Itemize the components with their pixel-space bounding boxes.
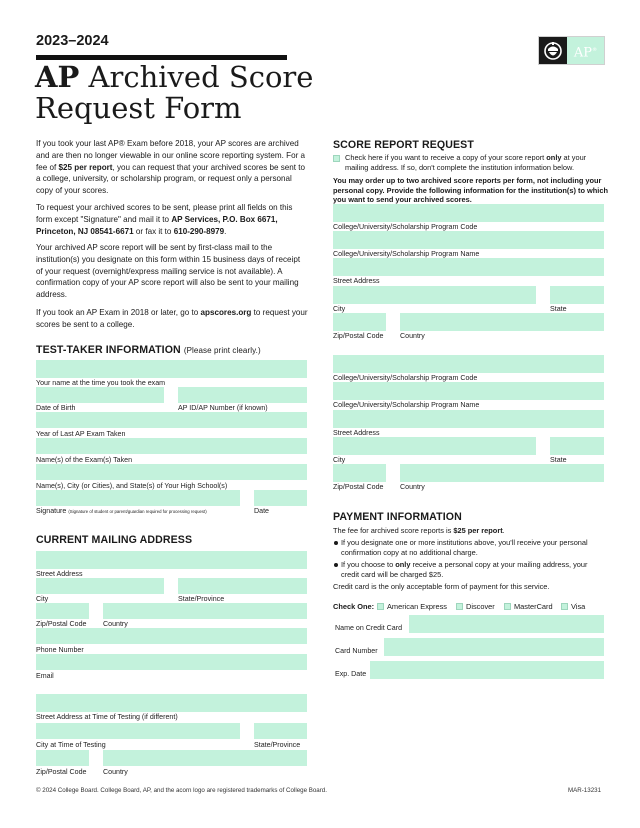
title-line-2: Request Form [35, 91, 242, 125]
street-address-label: Street Address [36, 570, 83, 578]
mastercard-checkbox[interactable] [504, 603, 511, 610]
inst1-name-label: College/University/Scholarship Program Name [333, 250, 480, 258]
mailing-heading: CURRENT MAILING ADDRESS [36, 534, 193, 546]
inst1-name-field[interactable] [333, 231, 604, 249]
discover-checkbox[interactable] [456, 603, 463, 610]
inst2-country-label: Country [400, 483, 425, 491]
date-of-birth-field[interactable] [36, 387, 164, 403]
payment-bullet-1: If you designate one or more institutions above, you'll receive your personal confirmation copy at no additional charge. [341, 538, 588, 557]
signature-note: (Signature of student or parent/guardian required for processing request) [68, 509, 207, 514]
intro-paragraph-1: If you took your last AP® Exam before 2018, your AP scores are archived and are then no longer viewable in our online score reporting system. For a fee of $25 per report, you can request that your archived scores be sent to a college, university, or scholarship program, or request only a personal copy of your scores. [36, 139, 306, 196]
personal-copy-only-text: Check here if you want to receive a copy of your score report only at your mailing address. If so, don't complete the institution information below. [345, 153, 587, 172]
payment-fee-text: The fee for archived score reports is $25 per report. [333, 526, 505, 535]
inst2-code-label: College/University/Scholarship Program Code [333, 374, 478, 382]
signature-field[interactable] [36, 490, 240, 506]
country-label: Country [103, 620, 128, 628]
state-province-label: State/Province [178, 595, 225, 603]
acorn-icon [539, 37, 567, 64]
page-title [35, 62, 313, 124]
testing-zip-label: Zip/Postal Code [36, 768, 87, 776]
inst2-zip-field[interactable] [333, 464, 386, 482]
inst1-code-field[interactable] [333, 204, 604, 222]
high-school-field[interactable] [36, 464, 307, 480]
name-on-card-field[interactable] [409, 615, 604, 633]
date-label: Date [254, 507, 269, 515]
high-school-label: Name(s), City (or Cities), and State(s) of Your High School(s) [36, 482, 228, 490]
test-taker-heading: TEST-TAKER INFORMATION (Please print clearly.) [36, 344, 261, 356]
testing-country-label: Country [103, 768, 128, 776]
name-on-card-label: Name on Credit Card [335, 624, 403, 632]
city-label: City [36, 595, 49, 603]
inst2-street-field[interactable] [333, 410, 604, 428]
college-board-logo [538, 36, 605, 65]
state-province-field[interactable] [178, 578, 307, 594]
payment-bullet-2: If you choose to only receive a personal copy at your mailing address, your credit card will be charged $25. [341, 560, 588, 579]
intro-paragraph-3: Your archived AP score report will be sent by first-class mail to the institution(s) you designate on this form within 15 business days of receipt of your request (overnight/express mailing service is not available). A confirmation copy of your AP score report will also be sent to your mailing address. [36, 243, 301, 300]
inst1-country-label: Country [400, 332, 425, 340]
name-at-exam-label: Your name at the time you took the exam [36, 379, 166, 387]
date-of-birth-label: Date of Birth [36, 404, 76, 412]
year-last-exam-label: Year of Last AP Exam Taken [36, 430, 126, 438]
inst2-code-field[interactable] [333, 355, 604, 373]
exp-date-label: Exp. Date [335, 670, 367, 678]
email-label: Email [36, 672, 54, 680]
title-rest: Archived Score [88, 60, 314, 94]
inst1-street-label: Street Address [333, 277, 380, 285]
phone-field[interactable] [36, 628, 307, 644]
country-field[interactable] [103, 603, 307, 619]
phone-label: Phone Number [36, 646, 84, 654]
signature-label: Signature (Signature of student or parent/guardian required for processing request) [36, 507, 207, 515]
inst1-zip-label: Zip/Postal Code [333, 332, 384, 340]
testing-street-label: Street Address at Time of Testing (if different) [36, 713, 178, 721]
amex-checkbox[interactable] [377, 603, 384, 610]
inst1-code-label: College/University/Scholarship Program Code [333, 223, 478, 231]
mastercard-label: MasterCard [514, 602, 553, 611]
year-last-exam-field[interactable] [36, 412, 307, 428]
ap-logo-text: AP [573, 45, 593, 61]
inst2-city-label: City [333, 456, 346, 464]
inst1-state-field[interactable] [550, 286, 604, 304]
intro-paragraph-2: To request your archived scores to be sent, please print all fields on this form except "Signature" and mail it to AP Services, P.O. Box 6671, Princeton, NJ 08541-6671 or fax it to 610-290-8979. [36, 203, 293, 236]
testing-state-field[interactable] [254, 723, 307, 739]
inst2-street-label: Street Address [333, 429, 380, 437]
bullet-2-icon [334, 563, 338, 567]
inst1-city-label: City [333, 305, 346, 313]
exp-date-field[interactable] [370, 661, 604, 679]
name-at-exam-field[interactable] [36, 360, 307, 378]
score-report-instructions: You may order up to two archived score reports per form, not including your personal copy. Provide the following information for the institution(s) to which you want to send your archived scores. [333, 176, 608, 205]
exams-taken-label: Name(s) of the Exam(s) Taken [36, 456, 133, 464]
visa-checkbox[interactable] [561, 603, 568, 610]
zip-label: Zip/Postal Code [36, 620, 87, 628]
testing-city-field[interactable] [36, 723, 240, 739]
inst2-state-field[interactable] [550, 437, 604, 455]
inst2-zip-label: Zip/Postal Code [333, 483, 384, 491]
discover-label: Discover [466, 602, 495, 611]
inst1-state-label: State [550, 305, 567, 313]
inst1-city-field[interactable] [333, 286, 536, 304]
street-address-field[interactable] [36, 551, 307, 569]
testing-zip-field[interactable] [36, 750, 89, 766]
bullet-1-icon [334, 541, 338, 545]
testing-street-field[interactable] [36, 694, 307, 712]
testing-state-label: State/Province [254, 741, 301, 749]
zip-field[interactable] [36, 603, 89, 619]
score-report-heading: SCORE REPORT REQUEST [333, 139, 474, 151]
footer-code: MAR-13231 [568, 787, 602, 794]
title-bold: AP [35, 60, 80, 94]
inst2-city-field[interactable] [333, 437, 536, 455]
city-field[interactable] [36, 578, 164, 594]
intro-paragraph-4: If you took an AP Exam in 2018 or later, go to apscores.org to request your scores be sent to a college. [36, 308, 308, 329]
card-number-field[interactable] [384, 638, 604, 656]
year-label: 2023–2024 [36, 33, 109, 49]
exams-taken-field[interactable] [36, 438, 307, 454]
inst2-country-field[interactable] [400, 464, 604, 482]
signature-date-field[interactable] [254, 490, 307, 506]
inst2-name-label: College/University/Scholarship Program Name [333, 401, 480, 409]
email-field[interactable] [36, 654, 307, 670]
visa-label: Visa [571, 602, 586, 611]
ap-logo-box: AP® [567, 37, 604, 64]
inst2-state-label: State [550, 456, 567, 464]
payment-card-note: Credit card is the only acceptable form of payment for this service. [333, 582, 550, 591]
inst1-street-field[interactable] [333, 258, 604, 276]
check-one-label: Check One: [333, 602, 375, 611]
inst1-country-field[interactable] [400, 313, 604, 331]
testing-city-label: City at Time of Testing [36, 741, 106, 749]
inst1-zip-field[interactable] [333, 313, 386, 331]
footer-copyright: © 2024 College Board. College Board, AP, and the acorn logo are registered trademarks of College Board. [36, 787, 327, 794]
inst2-name-field[interactable] [333, 382, 604, 400]
ap-id-label: AP ID/AP Number (if known) [178, 404, 268, 412]
card-number-label: Card Number [335, 647, 378, 655]
personal-copy-only-checkbox[interactable] [333, 155, 340, 162]
amex-label: American Express [387, 602, 447, 611]
testing-country-field[interactable] [103, 750, 307, 766]
payment-heading: PAYMENT INFORMATION [333, 511, 462, 523]
ap-id-field[interactable] [178, 387, 307, 403]
